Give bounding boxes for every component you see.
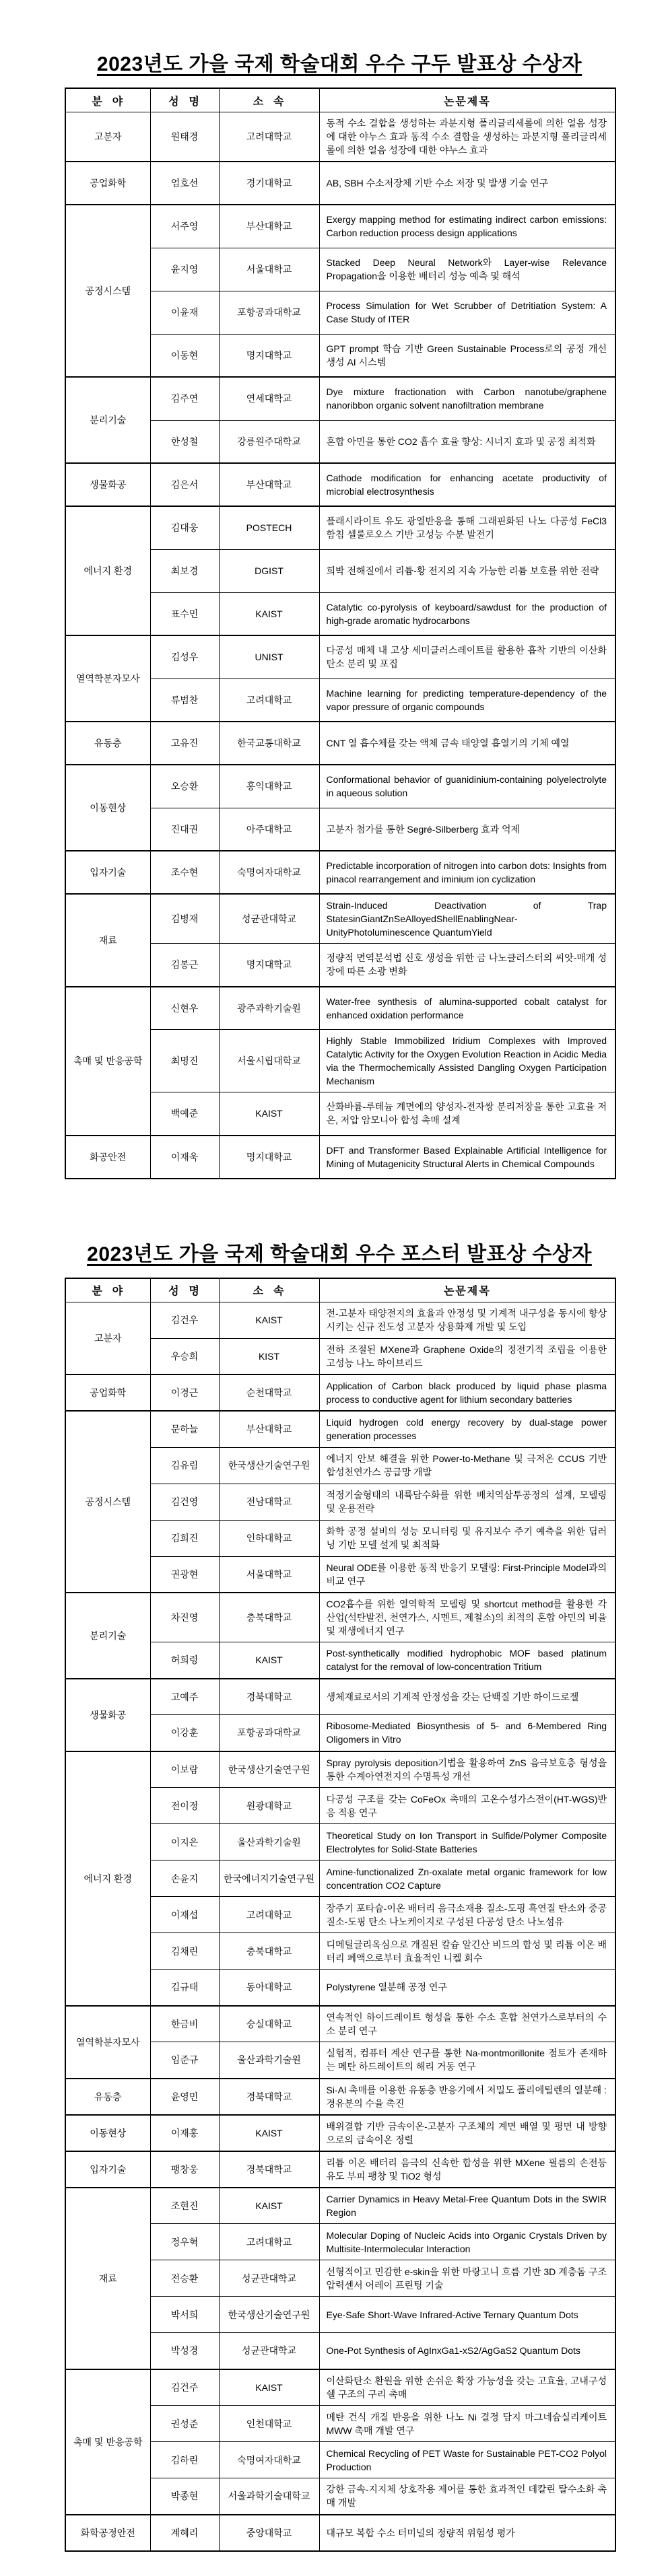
name-cell: 김건우 <box>150 1302 219 1338</box>
title-cell: 생체재료로서의 기계적 안정성을 갖는 단백질 기반 하이드로젤 <box>319 1679 615 1715</box>
aff-cell: 부산대학교 <box>219 463 319 506</box>
award-row <box>65 112 615 162</box>
aff-cell: 강릉원주대학교 <box>219 420 319 463</box>
aff-cell: 동아대학교 <box>219 1970 319 2006</box>
aff-cell: 한국생산기술연구원 <box>219 2297 319 2333</box>
aff-cell: 서울대학교 <box>219 248 319 291</box>
name-cell: 김은서 <box>150 463 219 506</box>
aff-cell: 원광대학교 <box>219 1788 319 1824</box>
aff-cell: KAIST <box>219 1092 319 1136</box>
title-cell: Polystyrene 열분해 공정 연구 <box>319 1970 615 2006</box>
field-cell: 공정시스템 <box>65 205 150 377</box>
title-cell: DFT and Transformer Based Explainable Artificial Intelligence for Mining of Mutagenicity Structural Alerts in Chemical Compounds <box>319 1136 615 1179</box>
field-cell: 공업화학 <box>65 162 150 205</box>
field-cell: 열역학분자모사 <box>65 2006 150 2079</box>
award-row <box>65 722 615 765</box>
field-cell: 고분자 <box>65 112 150 162</box>
field-cell: 화공안전 <box>65 1136 150 1179</box>
aff-cell: 경북대학교 <box>219 2151 319 2188</box>
name-cell: 고예주 <box>150 1679 219 1715</box>
aff-cell: 서울시립대학교 <box>219 1030 319 1092</box>
aff-cell: 인천대학교 <box>219 2406 319 2442</box>
aff-cell: 고려대학교 <box>219 112 319 162</box>
award-row <box>65 2369 615 2406</box>
name-cell: 윤지영 <box>150 248 219 291</box>
title-cell: 동적 수소 결합을 생성하는 과분지형 폴리글리세롤에 의한 얼음 성장에 대한 야누스 효과 동적 수소 결합을 생성하는 과분지형 폴리글리세롤에 의한 얼음 성장에 대한 야누스 효과 <box>319 112 615 162</box>
title-cell: Amine-functionalized Zn-oxalate metal organic framework for low concentration CO2 Capture <box>319 1860 615 1897</box>
poster-award-title: 2023년도 가을 국제 학술대회 우수 포스터 발표상 수상자 <box>87 1243 592 1265</box>
award-row <box>65 635 615 678</box>
aff-cell: 경북대학교 <box>219 1679 319 1715</box>
title-cell: GPT prompt 학습 기반 Green Sustainable Process로의 공정 개선 생성 AI 시스템 <box>319 334 615 377</box>
name-cell: 고유진 <box>150 722 219 765</box>
aff-cell: 아주대학교 <box>219 808 319 851</box>
name-cell: 김희진 <box>150 1520 219 1556</box>
header-row <box>65 88 615 112</box>
field-cell: 입자기술 <box>65 851 150 894</box>
aff-cell: 성균관대학교 <box>219 2333 319 2369</box>
title-cell: Stacked Deep Neural Network와 Layer-wise Relevance Propagation을 이용한 배터리 성능 예측 및 해석 <box>319 248 615 291</box>
title-cell: Water-free synthesis of alumina-supported cobalt catalyst for enhanced oxidation performance <box>319 987 615 1030</box>
name-cell: 권성준 <box>150 2406 219 2442</box>
title-cell: 리튬 이온 배터리 음극의 신속한 합성을 위한 MXene 필름의 손전등 유도 부피 팽창 및 TiO2 형성 <box>319 2151 615 2188</box>
name-cell: 한성철 <box>150 420 219 463</box>
aff-cell: 인하대학교 <box>219 1520 319 1556</box>
name-cell: 이지은 <box>150 1824 219 1860</box>
title-cell: 고분자 첨가를 통한 Segré-Silberberg 효과 억제 <box>319 808 615 851</box>
aff-cell: 부산대학교 <box>219 1411 319 1447</box>
name-cell: 임준규 <box>150 2042 219 2079</box>
name-cell: 김건영 <box>150 1484 219 1520</box>
title-cell: 산화바륨-루테늄 계면에의 양성자-전자쌍 분리저장을 통한 고효율 저온, 저압 암모니아 합성 촉매 설계 <box>319 1092 615 1136</box>
name-cell: 김봉근 <box>150 944 219 987</box>
title-cell: Chemical Recycling of PET Waste for Sustainable PET-CO2 Polyol Production <box>319 2442 615 2478</box>
title-cell: 이산화탄소 환원을 위한 손쉬운 확장 가능성을 갖는 고효율, 고내구성 쉘 구조의 구리 촉매 <box>319 2369 615 2406</box>
title-cell: AB, SBH 수소저장체 기반 수소 저장 및 발생 기술 연구 <box>319 162 615 205</box>
name-cell: 전이정 <box>150 1788 219 1824</box>
title-cell: Process Simulation for Wet Scrubber of Detritiation System: A Case Study of ITER <box>319 291 615 334</box>
name-cell: 한금비 <box>150 2006 219 2042</box>
poster-award-section <box>65 1237 668 2552</box>
award-row <box>65 987 615 1030</box>
oral-award-table <box>65 88 616 1179</box>
aff-cell: UNIST <box>219 635 319 678</box>
name-cell: 김규태 <box>150 1970 219 2006</box>
aff-cell: KAIST <box>219 2188 319 2224</box>
aff-cell: 경북대학교 <box>219 2079 319 2115</box>
aff-cell: 한국교통대학교 <box>219 722 319 765</box>
title-cell: CNT 열 흡수체를 갖는 액체 금속 태양열 흡열기의 기체 예열 <box>319 722 615 765</box>
title-cell: Spray pyrolysis deposition기법을 활용하여 ZnS 음극보호층 형성을 통한 수계아연전지의 수명특성 개선 <box>319 1751 615 1788</box>
name-cell: 이경근 <box>150 1374 219 1411</box>
award-row <box>65 377 615 420</box>
aff-cell: 명지대학교 <box>219 944 319 987</box>
award-row <box>65 1136 615 1179</box>
aff-cell: DGIST <box>219 549 319 592</box>
aff-cell: 서울과학기술대학교 <box>219 2478 319 2515</box>
field-cell: 입자기술 <box>65 2151 150 2188</box>
title-cell: Strain-Induced Deactivation of Trap StatesinGiantZnSeAlloyedShellEnablingNear-UnityPhotoluminescence QuantumYield <box>319 894 615 944</box>
title-cell: 연속적인 하이드레이트 형성을 통한 수소 혼합 천연가스로부터의 수소 분리 연구 <box>319 2006 615 2042</box>
aff-cell: 숙명여자대학교 <box>219 851 319 894</box>
aff-cell: KAIST <box>219 1642 319 1679</box>
award-row <box>65 851 615 894</box>
name-cell: 신현우 <box>150 987 219 1030</box>
aff-cell: 순천대학교 <box>219 1374 319 1411</box>
field-cell: 생물화공 <box>65 463 150 506</box>
name-cell: 이재욱 <box>150 1136 219 1179</box>
title-cell: 에너지 안보 해결을 위한 Power-to-Methane 및 극저온 CCUS 기반 합성천연가스 공급망 개발 <box>319 1447 615 1484</box>
name-cell: 김건주 <box>150 2369 219 2406</box>
title-cell: Highly Stable Immobilized Iridium Complexes with Improved Catalytic Activity for the Oxygen Evolution Reaction in Acidic Media via the Thermochemically Assisted Dangling Oxygen Participation Mechanism <box>319 1030 615 1092</box>
title-cell: Exergy mapping method for estimating indirect carbon emissions: Carbon reduction process design applications <box>319 205 615 248</box>
field-cell: 분리기술 <box>65 377 150 463</box>
aff-cell: POSTECH <box>219 506 319 549</box>
aff-cell: 성균관대학교 <box>219 894 319 944</box>
name-cell: 김주연 <box>150 377 219 420</box>
title-cell: Si-Al 촉매를 이용한 유동층 반응기에서 저밀도 폴리에틸렌의 열분해 : 경유분의 수율 촉진 <box>319 2079 615 2115</box>
aff-cell: 명지대학교 <box>219 1136 319 1179</box>
award-row <box>65 2188 615 2224</box>
column-header-affiliation: 소 속 <box>219 1278 319 1302</box>
column-header-field: 분 야 <box>65 88 150 112</box>
field-cell: 분리기술 <box>65 1593 150 1679</box>
aff-cell: 울산과학기술원 <box>219 2042 319 2079</box>
award-row <box>65 506 615 549</box>
award-row <box>65 2151 615 2188</box>
column-header-name: 성 명 <box>150 88 219 112</box>
name-cell: 계혜리 <box>150 2515 219 2551</box>
title-cell: Neural ODE를 이용한 동적 반응기 모델링: First-Principle Model과의 비교 연구 <box>319 1556 615 1593</box>
title-cell: Machine learning for predicting temperature-dependency of the vapor pressure of organic compounds <box>319 678 615 722</box>
name-cell: 최보경 <box>150 549 219 592</box>
oral-award-title: 2023년도 가을 국제 학술대회 우수 구두 발표상 수상자 <box>96 53 582 75</box>
name-cell: 이강훈 <box>150 1715 219 1751</box>
oral-award-table-body <box>65 112 615 1179</box>
name-cell: 이윤재 <box>150 291 219 334</box>
aff-cell: 서울대학교 <box>219 1556 319 1593</box>
title-cell: Ribosome-Mediated Biosynthesis of 5- and 6-Membered Ring Oligomers in Vitro <box>319 1715 615 1751</box>
aff-cell: 경기대학교 <box>219 162 319 205</box>
aff-cell: 충북대학교 <box>219 1593 319 1642</box>
award-row <box>65 205 615 248</box>
title-cell: 플래시라이트 유도 광열반응을 통해 그래핀화된 나노 다공성 FeCl3 함침 셀룰로오스 기반 고성능 수분 발전기 <box>319 506 615 549</box>
title-cell: One-Pot Synthesis of AgInxGa1-xS2/AgGaS2 Quantum Dots <box>319 2333 615 2369</box>
title-cell: Cathode modification for enhancing acetate productivity of microbial electrosynthesis <box>319 463 615 506</box>
field-cell: 유동층 <box>65 722 150 765</box>
aff-cell: 고려대학교 <box>219 2224 319 2260</box>
name-cell: 권광현 <box>150 1556 219 1593</box>
aff-cell: 고려대학교 <box>219 678 319 722</box>
field-cell: 재료 <box>65 2188 150 2369</box>
award-row <box>65 162 615 205</box>
title-cell: 대규모 복합 수소 터미널의 정량적 위험성 평가 <box>319 2515 615 2551</box>
aff-cell: 한국에너지기술연구원 <box>219 1860 319 1897</box>
title-cell: 실험적, 컴퓨터 계산 연구를 통한 Na-montmorillonite 점토가 존재하는 메탄 하드레이트의 해리 거동 연구 <box>319 2042 615 2079</box>
field-cell: 촉매 및 반응공학 <box>65 987 150 1136</box>
name-cell: 문하늘 <box>150 1411 219 1447</box>
name-cell: 최명진 <box>150 1030 219 1092</box>
name-cell: 손윤지 <box>150 1860 219 1897</box>
name-cell: 백예준 <box>150 1092 219 1136</box>
field-cell: 이동현상 <box>65 2115 150 2151</box>
name-cell: 박서희 <box>150 2297 219 2333</box>
name-cell: 김성우 <box>150 635 219 678</box>
name-cell: 윤영민 <box>150 2079 219 2115</box>
poster-award-table <box>65 1278 616 2552</box>
aff-cell: KAIST <box>219 2115 319 2151</box>
name-cell: 원태경 <box>150 112 219 162</box>
aff-cell: 홍익대학교 <box>219 765 319 808</box>
aff-cell: 숙명여자대학교 <box>219 2442 319 2478</box>
title-cell: Catalytic co-pyrolysis of keyboard/sawdust for the production of high-grade aromatic hydrocarbons <box>319 592 615 635</box>
column-header-paper-title: 논문제목 <box>319 88 615 112</box>
name-cell: 박성경 <box>150 2333 219 2369</box>
title-cell: Liquid hydrogen cold energy recovery by dual-stage power generation processes <box>319 1411 615 1447</box>
award-row <box>65 1302 615 1338</box>
name-cell: 조현진 <box>150 2188 219 2224</box>
aff-cell: 충북대학교 <box>219 1933 319 1970</box>
name-cell: 김병재 <box>150 894 219 944</box>
column-header-paper-title: 논문제목 <box>319 1278 615 1302</box>
title-cell: 전-고분자 태양전지의 효율과 안정성 및 기계적 내구성을 동시에 향상시키는 신규 전도성 고분자 상용화제 개발 및 도입 <box>319 1302 615 1338</box>
award-row <box>65 894 615 944</box>
name-cell: 박종현 <box>150 2478 219 2515</box>
title-cell: CO2흡수를 위한 열역학적 모델링 및 shortcut method를 활용한 각 산업(석탄발전, 천연가스, 시멘트, 제철소)의 최적의 혼합 아민의 비율 및 재생에너지 연구 <box>319 1593 615 1642</box>
title-cell: 화학 공정 설비의 성능 모니터링 및 유지보수 주기 예측을 위한 딥러닝 기반 모델 설계 및 최적화 <box>319 1520 615 1556</box>
title-cell: 디메틸글리옥심으로 개질된 칼슘 알긴산 비드의 합성 및 리튬 이온 배터리 폐액으로부터 효율적인 니켈 회수 <box>319 1933 615 1970</box>
field-cell: 재료 <box>65 894 150 987</box>
award-row <box>65 2115 615 2151</box>
aff-cell: 중앙대학교 <box>219 2515 319 2551</box>
award-row <box>65 1751 615 1788</box>
name-cell: 우승희 <box>150 1338 219 1374</box>
name-cell: 오승환 <box>150 765 219 808</box>
title-cell: 전하 조절된 MXene과 Graphene Oxide의 정전기적 조립을 이용한 고성능 나노 하이브리드 <box>319 1338 615 1374</box>
title-cell: Predictable incorporation of nitrogen into carbon dots: Insights from pinacol rearrangement and iminium ion cyclization <box>319 851 615 894</box>
title-cell: Dye mixture fractionation with Carbon nanotube/graphene nanoribbon organic solvent nanofiltration membrane <box>319 377 615 420</box>
aff-cell: 울산과학기술원 <box>219 1824 319 1860</box>
title-cell: 장주기 포타슘-이온 배터리 음극소재용 질소-도핑 흑연질 탄소와 중공 질소-도핑 탄소 나노케이지로 구성된 다공성 탄소 나노섬유 <box>319 1897 615 1933</box>
aff-cell: 성균관대학교 <box>219 2260 319 2297</box>
field-cell: 유동층 <box>65 2079 150 2115</box>
award-row <box>65 463 615 506</box>
header-row <box>65 1278 615 1302</box>
title-cell: Application of Carbon black produced by liquid phase plasma process to conductive agent for lithium secondary batteries <box>319 1374 615 1411</box>
title-cell: Eye-Safe Short-Wave Infrared-Active Ternary Quantum Dots <box>319 2297 615 2333</box>
aff-cell: 광주과학기술원 <box>219 987 319 1030</box>
name-cell: 표수민 <box>150 592 219 635</box>
name-cell: 팽창웅 <box>150 2151 219 2188</box>
column-header-name: 성 명 <box>150 1278 219 1302</box>
title-cell: 희박 전해질에서 리튬-황 전지의 지속 가능한 리튬 보호를 위한 전략 <box>319 549 615 592</box>
award-row <box>65 765 615 808</box>
title-cell: 강한 금속-지지체 상호작용 제어를 통한 효과적인 데칼린 탈수소화 촉매 개발 <box>319 2478 615 2515</box>
title-cell: 정량적 면역분석법 신호 생성을 위한 금 나노클러스터의 씨앗-매개 성장에 따른 소광 변화 <box>319 944 615 987</box>
name-cell: 김하린 <box>150 2442 219 2478</box>
title-cell: Theoretical Study on Ion Transport in Sulfide/Polymer Composite Electrolytes for Solid-State Batteries <box>319 1824 615 1860</box>
field-cell: 촉매 및 반응공학 <box>65 2369 150 2515</box>
name-cell: 김유림 <box>150 1447 219 1484</box>
name-cell: 차진영 <box>150 1593 219 1642</box>
name-cell: 조수현 <box>150 851 219 894</box>
name-cell: 진대권 <box>150 808 219 851</box>
aff-cell: 숭실대학교 <box>219 2006 319 2042</box>
aff-cell: 고려대학교 <box>219 1897 319 1933</box>
aff-cell: 전남대학교 <box>219 1484 319 1520</box>
name-cell: 이동현 <box>150 334 219 377</box>
title-cell: 다공성 매체 내 고상 세미클러스레이트를 활용한 흡착 기반의 이산화탄소 분리 및 포집 <box>319 635 615 678</box>
field-cell: 이동현상 <box>65 765 150 851</box>
aff-cell: 명지대학교 <box>219 334 319 377</box>
name-cell: 류범찬 <box>150 678 219 722</box>
name-cell: 엄호선 <box>150 162 219 205</box>
name-cell: 전승환 <box>150 2260 219 2297</box>
poster-award-table-body <box>65 1302 615 2551</box>
field-cell: 고분자 <box>65 1302 150 1374</box>
award-row <box>65 1593 615 1642</box>
name-cell: 김대웅 <box>150 506 219 549</box>
title-cell: 선형적이고 민감한 e-skin을 위한 마랑고니 흐름 기반 3D 계층돔 구조 압력센서 어레이 프린팅 기술 <box>319 2260 615 2297</box>
name-cell: 정우혁 <box>150 2224 219 2260</box>
award-row <box>65 1374 615 1411</box>
title-cell: Conformational behavior of guanidinium-containing polyelectrolyte in aqueous solution <box>319 765 615 808</box>
title-cell: 메탄 건식 개질 반응을 위한 나노 Ni 결정 담지 마그네슘실리케이트 MWW 촉매 개발 연구 <box>319 2406 615 2442</box>
title-cell: Post-synthetically modified hydrophobic MOF based platinum catalyst for the removal of low-concentration Tritium <box>319 1642 615 1679</box>
name-cell: 이보람 <box>150 1751 219 1788</box>
title-cell: 배위결합 기반 금속이온-고분자 구조체의 계면 배열 및 평면 내 방향으로의 금속이온 정렬 <box>319 2115 615 2151</box>
field-cell: 열역학분자모사 <box>65 635 150 722</box>
award-row <box>65 2006 615 2042</box>
aff-cell: 한국생산기술연구원 <box>219 1447 319 1484</box>
aff-cell: 포항공과대학교 <box>219 1715 319 1751</box>
award-row <box>65 2079 615 2115</box>
award-row <box>65 2515 615 2551</box>
award-row <box>65 1411 615 1447</box>
aff-cell: 한국생산기술연구원 <box>219 1751 319 1788</box>
aff-cell: KAIST <box>219 2369 319 2406</box>
name-cell: 김채린 <box>150 1933 219 1970</box>
field-cell: 생물화공 <box>65 1679 150 1751</box>
field-cell: 공정시스템 <box>65 1411 150 1593</box>
name-cell: 이재홍 <box>150 2115 219 2151</box>
field-cell: 에너지 환경 <box>65 506 150 635</box>
field-cell: 공업화학 <box>65 1374 150 1411</box>
title-cell: 혼합 아민을 통한 CO2 흡수 효율 향상: 시너지 효과 및 공정 최적화 <box>319 420 615 463</box>
name-cell: 이재섭 <box>150 1897 219 1933</box>
aff-cell: 포항공과대학교 <box>219 291 319 334</box>
award-row <box>65 1679 615 1715</box>
title-cell: 적정기술형태의 내륙담수화를 위한 배치역삼투공정의 설계, 모델링 및 운용전략 <box>319 1484 615 1520</box>
name-cell: 서주영 <box>150 205 219 248</box>
aff-cell: 부산대학교 <box>219 205 319 248</box>
aff-cell: KAIST <box>219 1302 319 1338</box>
column-header-affiliation: 소 속 <box>219 88 319 112</box>
title-cell: Molecular Doping of Nucleic Acids into Organic Crystals Driven by Multisite-Intermolecular Interaction <box>319 2224 615 2260</box>
aff-cell: KIST <box>219 1338 319 1374</box>
aff-cell: 연세대학교 <box>219 377 319 420</box>
column-header-field: 분 야 <box>65 1278 150 1302</box>
oral-award-section <box>65 47 668 1179</box>
field-cell: 화학공정안전 <box>65 2515 150 2551</box>
field-cell: 에너지 환경 <box>65 1751 150 2006</box>
title-cell: 다공성 구조를 갖는 CoFeOx 촉매의 고온수성가스전이(HT-WGS)반응 적용 연구 <box>319 1788 615 1824</box>
title-cell: Carrier Dynamics in Heavy Metal-Free Quantum Dots in the SWIR Region <box>319 2188 615 2224</box>
aff-cell: KAIST <box>219 592 319 635</box>
name-cell: 허희령 <box>150 1642 219 1679</box>
